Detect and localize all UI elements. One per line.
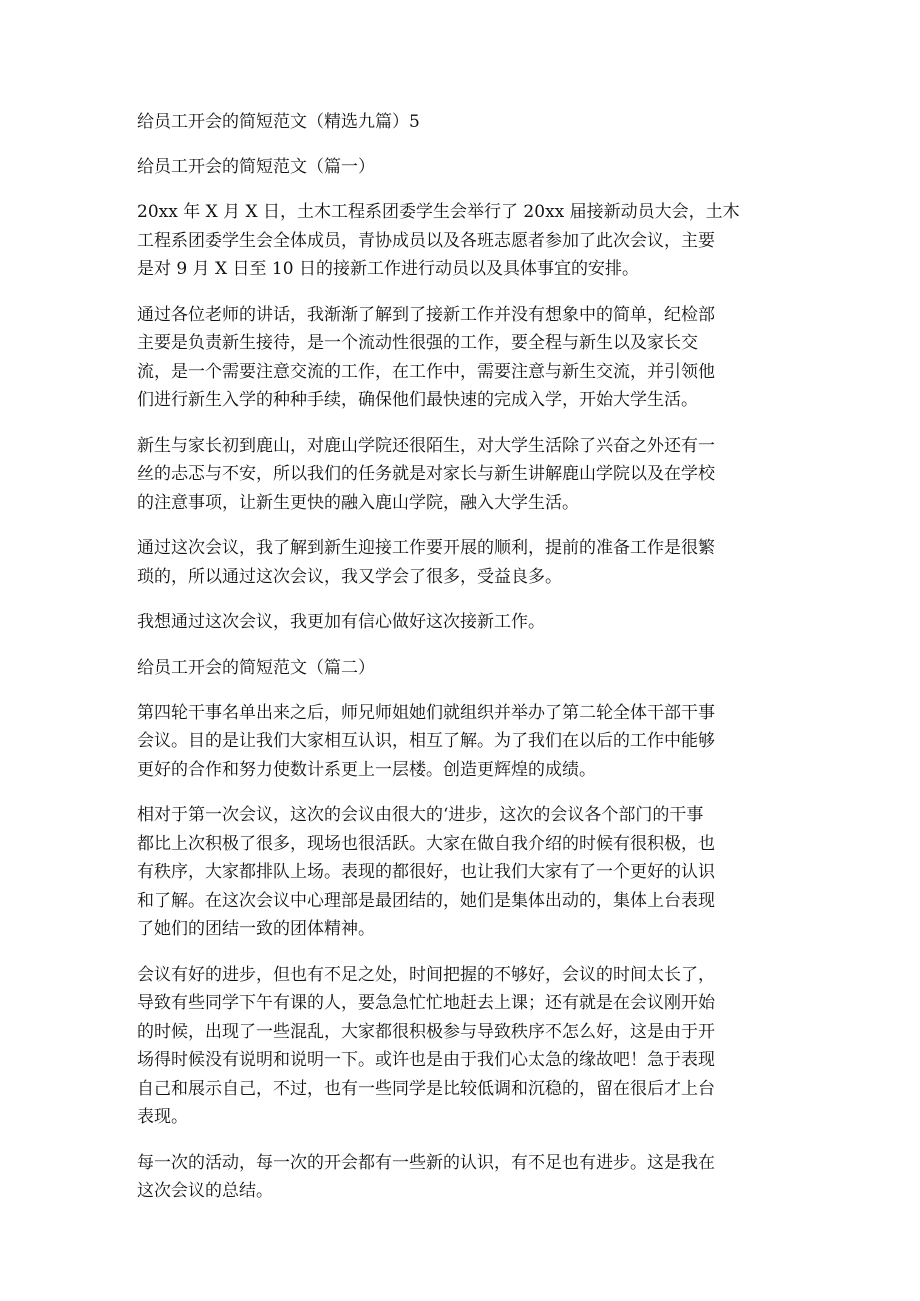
text-line: 工程系团委学生会全体成员，青协成员以及各班志愿者参加了此次会议，主要: [137, 230, 715, 251]
text-line: 了她们的团结一致的团体精神。: [137, 919, 375, 939]
document-page: [137, 108, 777, 1223]
text-line: 和了解。在这次会议中心理部是最团结的，她们是集体出动的，集体上台表现: [137, 890, 715, 911]
paragraph: [137, 699, 777, 785]
text-line: 琐的，所以通过这次会议，我又学会了很多，受益良多。: [137, 566, 562, 587]
text-line: 丝的忐忑与不安，所以我们的任务就是对家长与新生讲解鹿山学院以及在学校: [137, 464, 715, 484]
text-line: 的时候，出现了一些混乱，大家都很积极参与导致秩序不怎么好，这是由于开: [137, 1021, 715, 1042]
paragraph: [137, 198, 777, 284]
document-title: 给员工开会的简短范文（精选九篇）5: [137, 112, 420, 132]
text-line: 主要是负责新生接待，是一个流动性很强的工作，要全程与新生以及家长交: [137, 333, 698, 353]
text-line: 表现。: [137, 1107, 188, 1127]
text-line: 这次会议的总结。: [137, 1181, 273, 1201]
text-line: 是对 9 月 X 日至 10 日的接新工作进行动员以及具体事宜的安排。: [137, 259, 639, 279]
text-line: 自己和展示自己，不过，也有一些同学是比较低调和沉稳的，留在很后才上台: [137, 1078, 715, 1099]
text-line: 们进行新生入学的种种手续，确保他们最快速的完成入学，开始大学生活。: [137, 390, 698, 410]
paragraph: [137, 301, 777, 415]
text-line: 我想通过这次会议，我更加有信心做好这次接新工作。: [137, 612, 545, 632]
paragraph: [137, 608, 777, 637]
section-heading-1: 给员工开会的简短范文（篇一）: [137, 157, 375, 177]
text-line: 的注意事项，让新生更快的融入鹿山学院，融入大学生活。: [137, 492, 579, 513]
text-line: 通过各位老师的讲话，我渐渐了解到了接新工作并没有想象中的简单，纪检部: [137, 304, 715, 325]
text-line: 场得时候没有说明和说明一下。或许也是由于我们心太急的缘故吧！急于表现: [137, 1050, 715, 1070]
text-line: 通过这次会议，我了解到新生迎接工作要开展的顺利，提前的准备工作是很繁: [137, 538, 715, 558]
paragraph: [137, 534, 777, 591]
text-line: 相对于第一次会议，这次的会议由很大的‘进步，这次的会议各个部门的干事: [137, 805, 704, 825]
text-line: 第四轮干事名单出来之后，师兄师姐她们就组织并举办了第二轮全体干部干事: [137, 702, 715, 723]
text-line: 流，是一个需要注意交流的工作，在工作中，需要注意与新生交流，并引领他: [137, 361, 715, 382]
text-line: 20xx 年 X 月 X 日，土木工程系团委学生会举行了 20xx 届接新动员大会，土木: [137, 202, 740, 222]
paragraph: [137, 432, 777, 518]
text-line: 会议。目的是让我们大家相互认识，相互了解。为了我们在以后的工作中能够: [137, 731, 715, 751]
text-line: 导致有些同学下午有课的人，要急急忙忙地赶去上课；还有就是在会议刚开始: [137, 993, 715, 1013]
paragraph: [137, 801, 777, 944]
text-line: 有秩序，大家都排队上场。表现的都很好，也让我们大家有了一个更好的认识: [137, 862, 715, 882]
paragraph: [137, 1149, 777, 1206]
section-heading-2: 给员工开会的简短范文（篇二）: [137, 657, 375, 678]
paragraph: [137, 961, 777, 1132]
text-line: 会议有好的进步，但也有不足之处，时间把握的不够好，会议的时间太长了，: [137, 964, 715, 985]
text-line: 新生与家长初到鹿山，对鹿山学院还很陌生，对大学生活除了兴奋之外还有一: [137, 435, 715, 456]
text-line: 更好的合作和努力使数计系更上一层楼。创造更辉煌的成绩。: [137, 759, 596, 780]
text-line: 每一次的活动，每一次的开会都有一些新的认识，有不足也有进步。这是我在: [137, 1152, 715, 1173]
text-line: 都比上次积极了很多，现场也很活跃。大家在做自我介绍的时候有很积极，也: [137, 833, 715, 854]
